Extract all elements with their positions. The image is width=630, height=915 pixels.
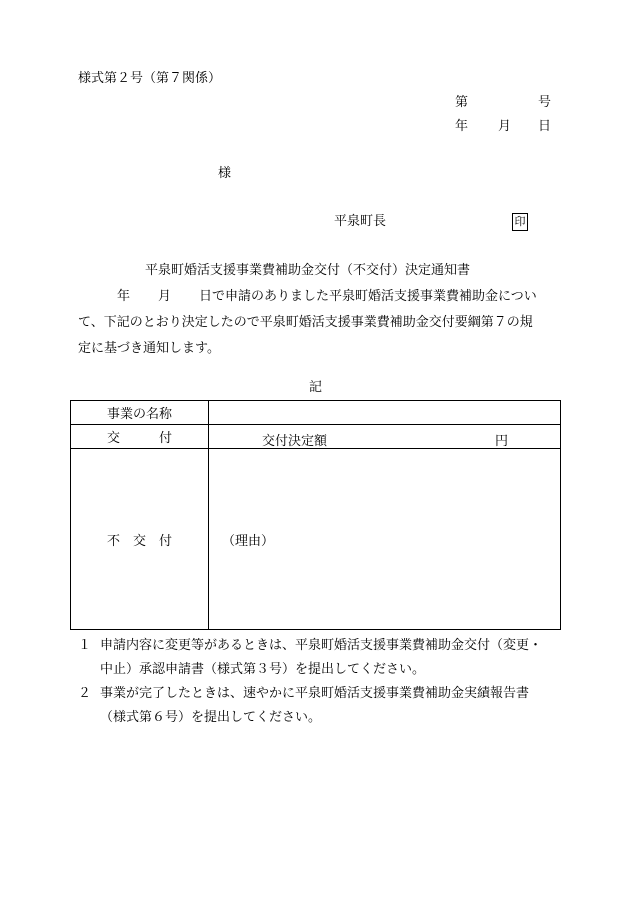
issue-date [455, 119, 552, 134]
project-name-label: 事業の名称 [71, 401, 209, 425]
note-item [78, 634, 564, 682]
note-line: 事業が完了したときは、速やかに平泉町婚活支援事業費補助金実績報告書 [100, 686, 530, 701]
note-item [78, 682, 564, 730]
body-line-2: て、下記のとおり決定したので平泉町婚活支援事業費補助金交付要綱第７の規 [78, 315, 533, 330]
doc-no-prefix: 第 [455, 95, 469, 110]
grant-amount-cell [209, 425, 561, 449]
nongrant-label: 不 交 付 [71, 449, 209, 630]
sender-name: 平泉町長 [334, 214, 387, 229]
document-title: 平泉町婚活支援事業費補助金交付（不交付）決定通知書 [145, 263, 471, 278]
ki-heading: 記 [309, 380, 323, 395]
body-year: 年 [117, 289, 131, 304]
grant-amount-unit: 円 [495, 434, 509, 449]
note-number: １ [78, 638, 92, 653]
decision-table [70, 400, 561, 630]
body-line-1 [78, 284, 560, 310]
document-number [455, 95, 552, 110]
doc-no-suffix: 号 [538, 95, 552, 110]
form-number: 様式第２号（第７関係） [78, 71, 222, 86]
addressee-honorific: 様 [218, 166, 232, 181]
reason-label: （理由） [222, 533, 275, 549]
date-month: 月 [498, 119, 512, 134]
project-name-value [209, 401, 561, 425]
grant-amount-label: 交付決定額 [262, 434, 328, 449]
body-line1-rest: 日で申請のありました平泉町婚活支援事業費補助金につい [199, 289, 537, 304]
nongrant-reason-cell [209, 449, 561, 630]
body-line-3: 定に基づき通知します。 [78, 341, 220, 356]
seal-mark: 印 [512, 213, 528, 231]
date-day: 日 [538, 119, 552, 134]
notes-list [78, 634, 564, 730]
body-paragraph [78, 284, 560, 362]
grant-label: 交 付 [71, 425, 209, 449]
note-line: （様式第６号）を提出してください。 [100, 710, 322, 725]
body-month: 月 [158, 289, 172, 304]
date-year: 年 [455, 119, 469, 134]
note-line: 申請内容に変更等があるときは、平泉町婚活支援事業費補助金交付（変更・ [100, 638, 543, 653]
note-number: ２ [78, 686, 92, 701]
note-line: 中止）承認申請書（様式第３号）を提出してください。 [100, 662, 426, 677]
